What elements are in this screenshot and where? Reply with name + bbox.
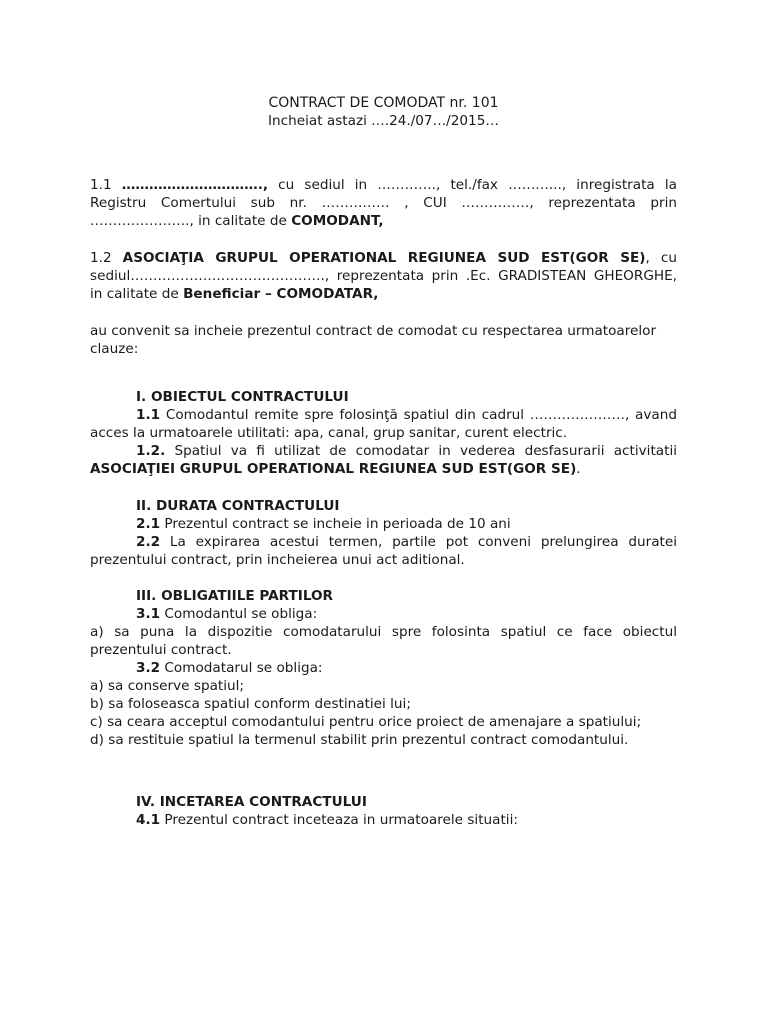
- clause-3-2-text: Comodatarul se obliga:: [160, 660, 323, 676]
- clause-3-2-item-a: a) sa conserve spatiul;: [90, 678, 244, 694]
- clause-2-1-text: Prezentul contract se incheie in perioada de 10 ani: [160, 516, 511, 532]
- clause-1-2-end: .: [576, 461, 581, 477]
- party-2-text: , cu sediul……………………………………., reprezentata prin .Ec. GRADISTEAN GHEORGHE, in calitate de: [90, 250, 677, 302]
- contract-page: [90, 94, 677, 829]
- document-subtitle: Incheiat astazi ….24./07…/2015…: [268, 113, 499, 129]
- clause-2-2-number: 2.2: [136, 534, 161, 550]
- section-3-heading: III. OBLIGATIILE PARTILOR: [136, 588, 334, 604]
- clause-2-2-text: La expirarea acestui termen, partile pot conveni prelungirea duratei prezentului contract, prin incheierea unui act aditional.: [90, 534, 677, 568]
- clause-3-1-number: 3.1: [136, 606, 161, 622]
- party-1-text: cu sediul in …………., tel./fax ………..., inregistrata la Registru Comertului sub nr. …………… , CUI ……………, reprezentata prin …………………., in calitate de: [90, 177, 677, 229]
- section-1-heading: I. OBIECTUL CONTRACTULUI: [136, 389, 349, 405]
- clause-2-1-number: 2.1: [136, 516, 161, 532]
- party-1-number: 1.1: [90, 177, 122, 193]
- clause-3-2-number: 3.2: [136, 660, 161, 676]
- party-1-name: ………………………….,: [121, 177, 269, 193]
- clause-2-1: [90, 515, 677, 533]
- clause-3-2-item-c: c) sa ceara acceptul comodantului pentru orice proiect de amenajare a spatiului;: [90, 714, 642, 730]
- section-4-heading: IV. INCETAREA CONTRACTULUI: [136, 794, 367, 810]
- document-title: CONTRACT DE COMODAT nr. 101: [268, 95, 499, 111]
- clause-4-1-number: 4.1: [136, 812, 161, 828]
- clause-3-1-item-a: a) sa puna la dispozitie comodatarului spre folosinta spatiul ce face obiectul prezentului contract.: [90, 624, 677, 658]
- clause-1-1: [90, 406, 677, 442]
- clause-1-2-number: 1.2.: [136, 443, 166, 459]
- party-2-number: 1.2: [90, 250, 123, 266]
- clause-1-2-text: Spatiul va fi utilizat de comodatar in vederea desfasurarii activitatii: [165, 443, 677, 459]
- clause-2-2: [90, 533, 677, 569]
- clause-1-2-bold: ASOCIAŢIEI GRUPUL OPERATIONAL REGIUNEA SUD EST(GOR SE): [90, 461, 577, 477]
- clause-3-2: [90, 659, 677, 677]
- clause-3-2-item-b: b) sa foloseasca spatiul conform destinatiei lui;: [90, 696, 411, 712]
- intro-paragraph: au convenit sa incheie prezentul contract de comodat cu respectarea urmatoarelor clauze:: [90, 323, 657, 357]
- party-2-role: Beneficiar – COMODATAR,: [183, 286, 379, 302]
- party-1-paragraph: [90, 176, 677, 230]
- party-2-paragraph: [90, 249, 677, 303]
- clause-1-2: [90, 442, 677, 478]
- party-1-role: COMODANT,: [291, 213, 384, 229]
- clause-1-1-text: Comodantul remite spre folosinţă spatiul din cadrul …………………, avand acces la urmatoarele utilitati: apa, canal, grup sanitar, curent electric.: [90, 407, 677, 441]
- clause-4-1-text: Prezentul contract inceteaza in urmatoarele situatii:: [160, 812, 518, 828]
- clause-1-1-number: 1.1: [136, 407, 161, 423]
- clause-3-2-item-d: d) sa restituie spatiul la termenul stabilit prin prezentul contract comodantului.: [90, 732, 629, 748]
- clause-3-1-text: Comodantul se obliga:: [160, 606, 318, 622]
- clause-4-1: [90, 811, 677, 829]
- clause-3-1: [90, 605, 677, 623]
- party-2-name: ASOCIAŢIA GRUPUL OPERATIONAL REGIUNEA SUD EST(GOR SE): [122, 250, 646, 266]
- section-2-heading: II. DURATA CONTRACTULUI: [136, 498, 340, 514]
